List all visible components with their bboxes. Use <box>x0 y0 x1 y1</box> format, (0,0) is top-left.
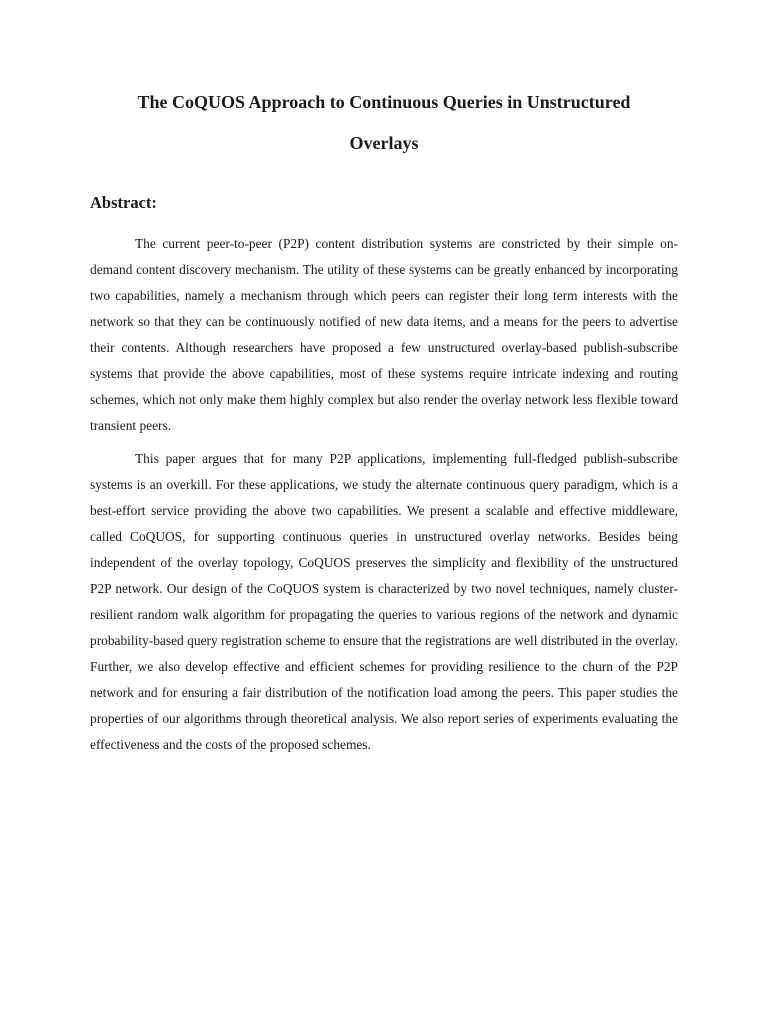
abstract-paragraph-2: This paper argues that for many P2P applications, implementing full-fledged publish-subscribe systems is an overkill. For these applications, we study the alternate continuous query paradigm, which is a best-effort service providing the above two capabilities. We present a scalable and effective middleware, called CoQUOS, for supporting continuous queries in unstructured overlay networks. Besides being independent of the overlay topology, CoQUOS preserves the simplicity and flexibility of the unstructured P2P network. Our design of the CoQUOS system is characterized by two novel techniques, namely cluster-resilient random walk algorithm for propagating the queries to various regions of the network and dynamic probability-based query registration scheme to ensure that the registrations are well distributed in the overlay. Further, we also develop effective and efficient schemes for providing resilience to the churn of the P2P network and for ensuring a fair distribution of the notification load among the peers. This paper studies the properties of our algorithms through theoretical analysis. We also report series of experiments evaluating the effectiveness and the costs of the proposed schemes. <box>90 451 678 752</box>
abstract-paragraph-1: The current peer-to-peer (P2P) content distribution systems are constricted by their simple on-demand content discovery mechanism. The utility of these systems can be greatly enhanced by incorporating two capabilities, namely a mechanism through which peers can register their long term interests with the network so that they can be continuously notified of new data items, and a means for the peers to advertise their contents. Although researchers have proposed a few unstructured overlay-based publish-subscribe systems that provide the above capabilities, most of these systems require intricate indexing and routing schemes, which not only make them highly complex but also render the overlay network less flexible toward transient peers. <box>90 236 678 433</box>
document-title: The CoQUOS Approach to Continuous Queries in Unstructured Overlays <box>137 92 631 153</box>
document-page <box>90 82 678 758</box>
abstract-heading: Abstract: <box>90 193 157 212</box>
